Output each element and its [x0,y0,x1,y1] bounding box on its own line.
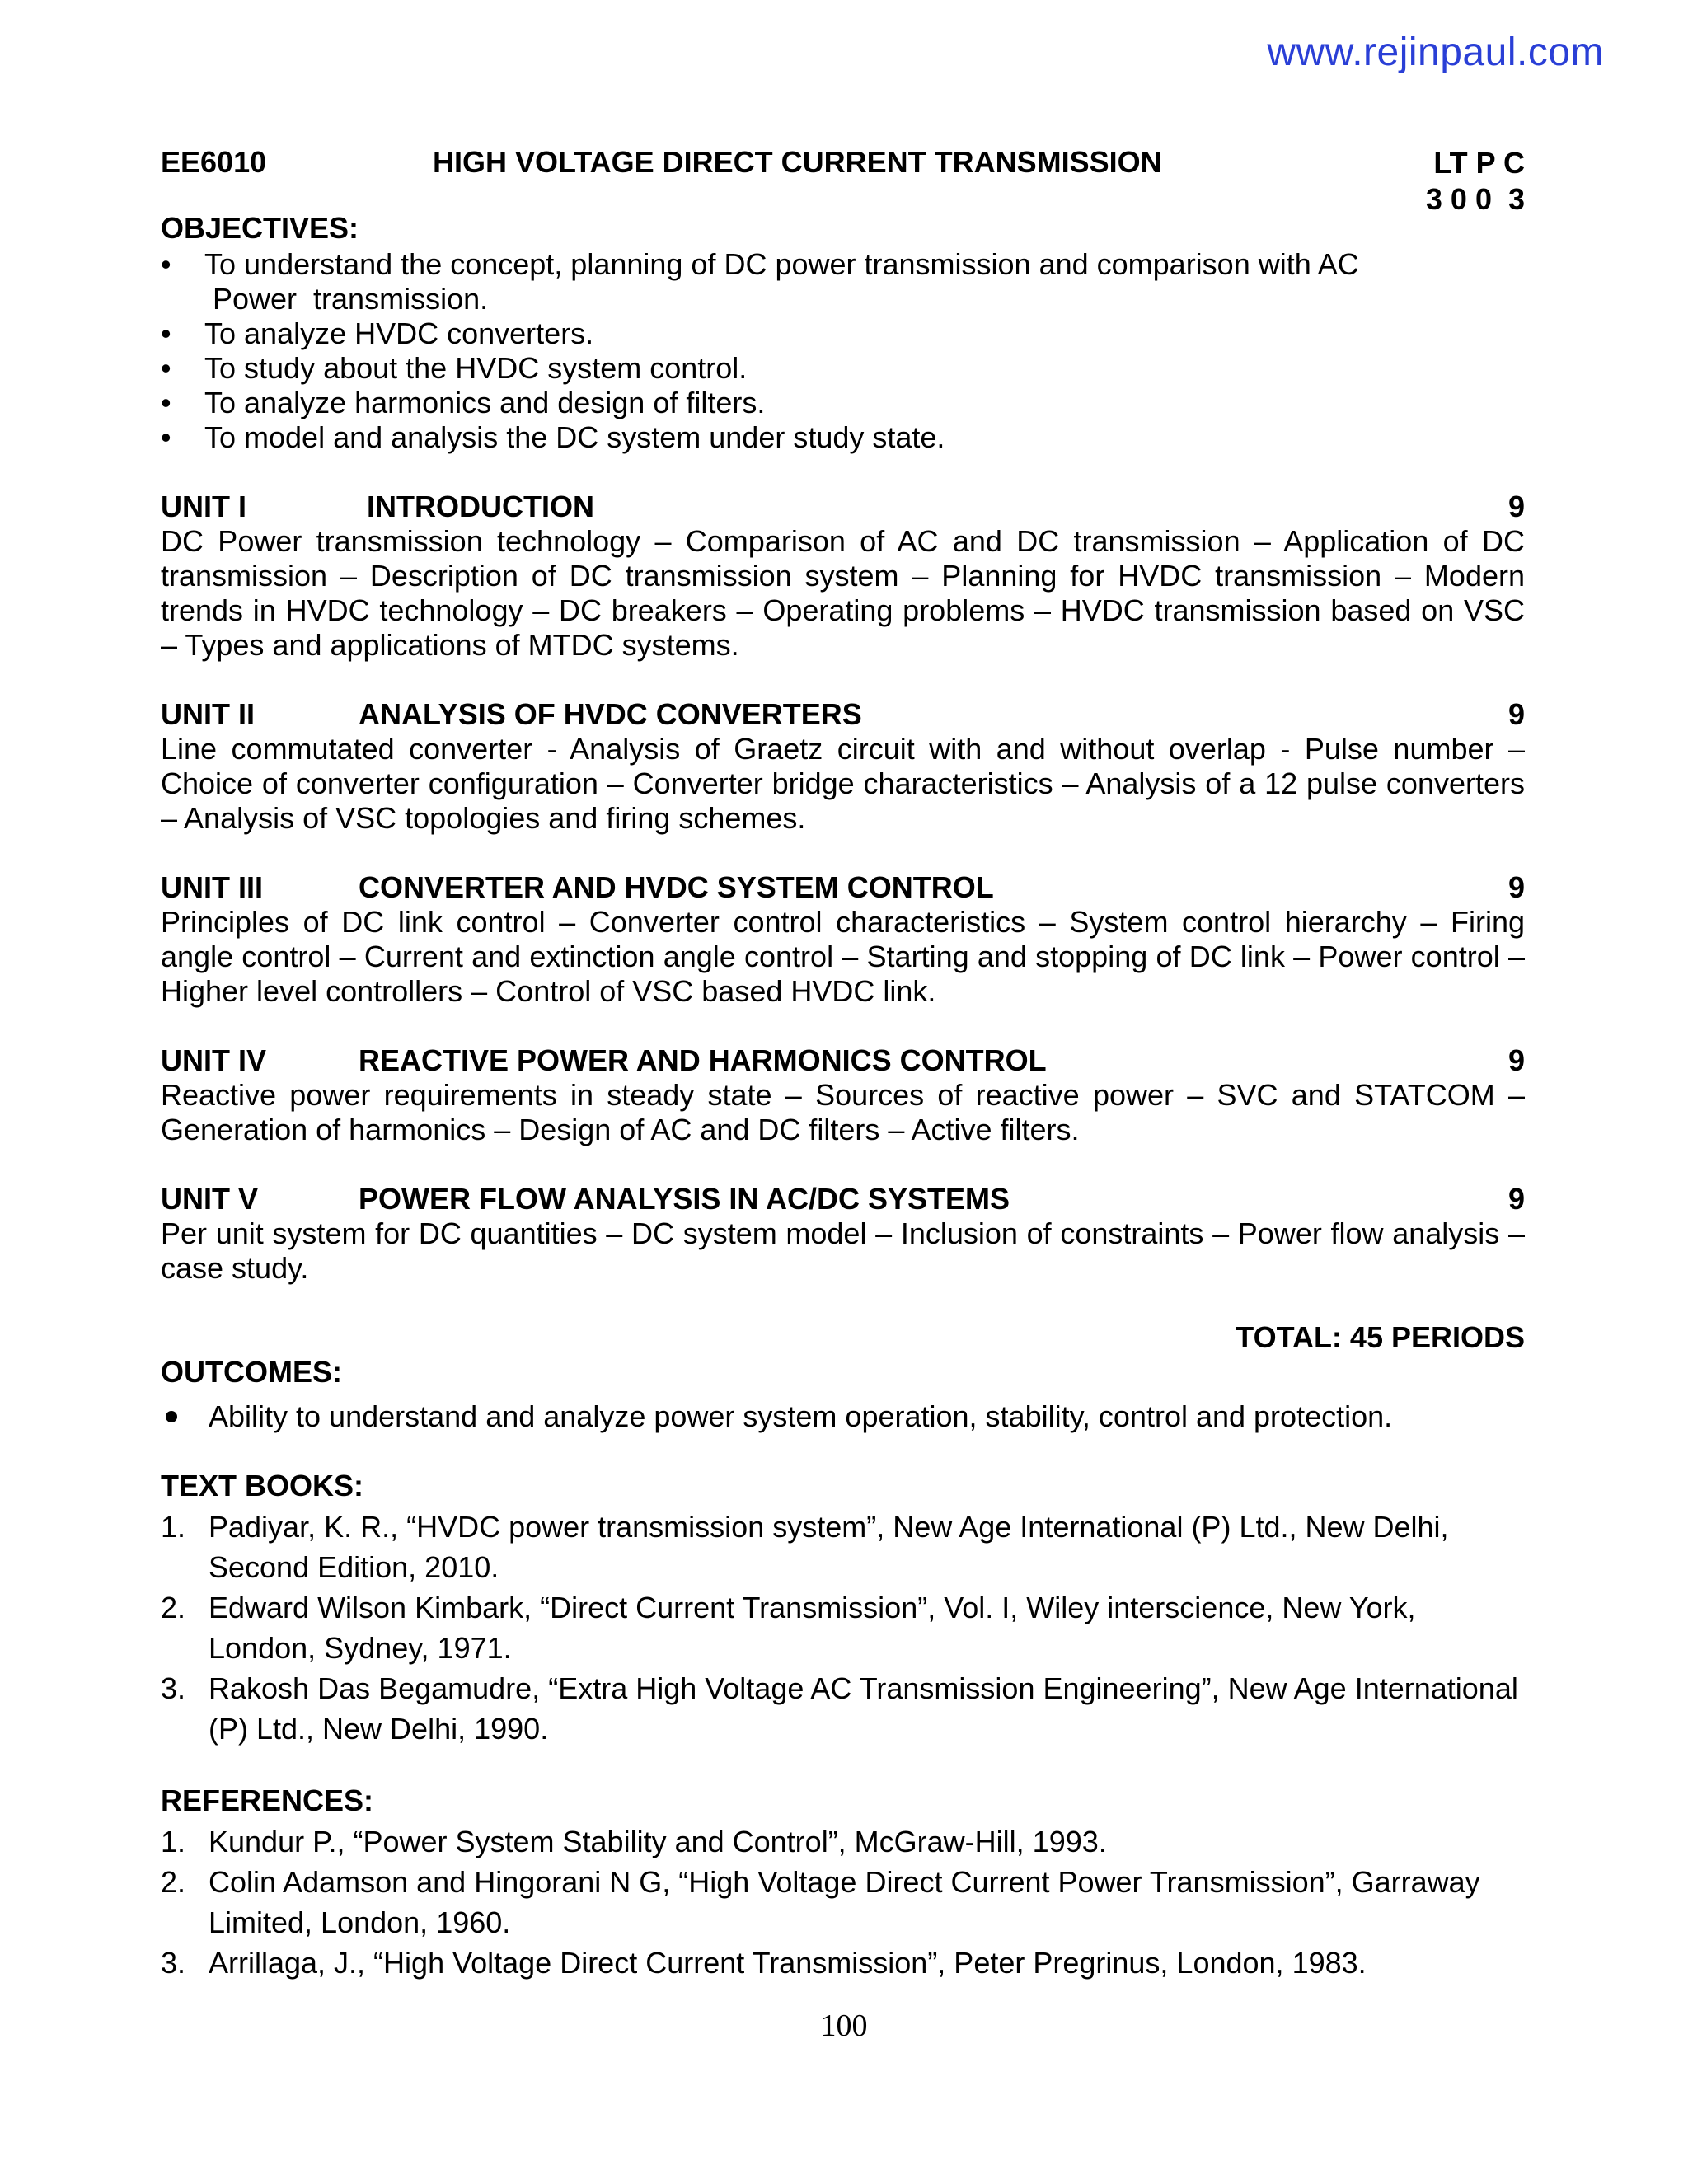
unit-hours: 9 [1507,870,1525,904]
bullet-icon: • [161,420,171,454]
course-code: EE6010 [161,145,267,179]
objective-text: To understand the concept, planning of DC power transmission and comparison with AC [204,247,1359,281]
bullet-icon [166,1411,177,1422]
text-book-item [161,1668,1525,1749]
unit-5 [161,1182,1525,1286]
ltpc-block [1426,145,1525,218]
unit-number: UNIT II [161,697,255,731]
objectives-heading: OBJECTIVES: [161,211,359,245]
unit-body: Line commutated converter - Analysis of Graetz circuit with and without overlap - Pulse number – Choice of converter configuration – Converter bridge characteristics – Analysis of a 12 pulse converters – Analysis of VSC topologies and firing schemes. [161,732,1525,835]
objective-text: To analyze HVDC converters. [204,316,594,350]
objective-text: To study about the HVDC system control. [204,351,748,385]
reference-item [161,1862,1525,1943]
unit-title: POWER FLOW ANALYSIS IN AC/DC SYSTEMS [359,1182,1010,1216]
unit-hours: 9 [1507,490,1525,523]
objective-item [161,386,1525,420]
objectives-list [161,247,1525,455]
unit-hours: 9 [1507,697,1525,731]
objective-item [161,247,1525,316]
reference-item [161,1943,1525,1983]
outcomes-heading: OUTCOMES: [161,1355,342,1389]
unit-4 [161,1043,1525,1147]
reference-citation: Kundur P., “Power System Stability and Control”, McGraw-Hill, 1993. [209,1825,1107,1858]
objective-item [161,420,1525,455]
objective-text-continuation: Power transmission. [204,282,489,316]
reference-item [161,1821,1525,1862]
references-list [161,1821,1525,1983]
unit-number: UNIT V [161,1182,259,1216]
objective-text: To model and analysis the DC system under study state. [204,420,945,454]
bullet-icon: • [161,316,171,350]
outcomes-list [161,1399,1525,1434]
course-header [161,145,1525,219]
page-number: 100 [820,2008,868,2043]
unit-hours: 9 [1507,1182,1525,1216]
list-number: 1. [161,1510,186,1544]
objective-item [161,316,1525,351]
text-book-item [161,1587,1525,1668]
unit-body: Reactive power requirements in steady state – Sources of reactive power – SVC and STATCOM – Generation of harmonics – Design of AC and DC filters – Active filters. [161,1078,1525,1146]
unit-heading [161,870,1525,905]
unit-2 [161,697,1525,836]
text-book-citation: Rakosh Das Begamudre, “Extra High Voltage AC Transmission Engineering”, New Age International (P) Ltd., New Delhi, 1990. [209,1671,1518,1746]
course-title: HIGH VOLTAGE DIRECT CURRENT TRANSMISSION [433,145,1162,179]
list-number: 3. [161,1671,186,1705]
unit-heading [161,1182,1525,1216]
bullet-icon: • [161,386,171,419]
reference-citation: Colin Adamson and Hingorani N G, “High Voltage Direct Current Power Transmission”, Garraway Limited, London, 1960. [209,1865,1480,1939]
text-books-heading: TEXT BOOKS: [161,1469,364,1502]
unit-3 [161,870,1525,1009]
ltpc-label: LT P C [1433,146,1525,180]
unit-number: UNIT IV [161,1043,267,1077]
objective-item [161,351,1525,386]
text-book-citation: Edward Wilson Kimbark, “Direct Current Transmission”, Vol. I, Wiley interscience, New York, London, Sydney, 1971. [209,1591,1416,1665]
unit-hours: 9 [1507,1043,1525,1077]
unit-heading [161,1043,1525,1078]
unit-heading [161,490,1525,524]
unit-title: INTRODUCTION [367,490,594,523]
unit-title: ANALYSIS OF HVDC CONVERTERS [359,697,862,731]
text-book-item [161,1507,1525,1587]
reference-citation: Arrillaga, J., “High Voltage Direct Current Transmission”, Peter Pregrinus, London, 1983. [209,1946,1367,1980]
unit-heading [161,697,1525,732]
unit-body: DC Power transmission technology – Comparison of AC and DC transmission – Application of DC transmission – Description of DC transmission system – Planning for HVDC transmission – Modern trends in HVDC technology – DC breakers – Operating problems – HVDC transmission based on VSC – Types and applications of MTDC systems. [161,524,1525,662]
list-number: 3. [161,1946,186,1980]
unit-number: UNIT III [161,870,263,904]
list-number: 2. [161,1591,186,1624]
total-periods: TOTAL: 45 PERIODS [1236,1320,1525,1354]
unit-title: REACTIVE POWER AND HARMONICS CONTROL [359,1043,1047,1077]
bullet-icon: • [161,351,171,385]
text-books-list [161,1507,1525,1749]
list-number: 1. [161,1825,186,1858]
outcome-item [161,1399,1525,1434]
ltpc-values: 3 0 0 3 [1425,182,1525,216]
objective-text: To analyze harmonics and design of filters. [204,386,766,419]
unit-body: Per unit system for DC quantities – DC system model – Inclusion of constraints – Power flow analysis – case study. [161,1216,1525,1285]
references-heading: REFERENCES: [161,1783,374,1817]
text-book-citation: Padiyar, K. R., “HVDC power transmission system”, New Age International (P) Ltd., New Delhi, Second Edition, 2010. [209,1510,1449,1584]
unit-1 [161,490,1525,663]
bullet-icon: • [161,247,171,281]
syllabus-content [161,211,1525,1983]
site-url-link[interactable]: www.rejinpaul.com [1267,30,1604,74]
unit-number: UNIT I [161,490,246,523]
list-number: 2. [161,1865,186,1899]
outcome-text: Ability to understand and analyze power system operation, stability, control and protection. [209,1399,1393,1433]
unit-body: Principles of DC link control – Converter control characteristics – System control hierarchy – Firing angle control – Current and extinction angle control – Starting and stopping of DC link – Power control – Higher level controllers – Control of VSC based HVDC link. [161,905,1525,1008]
unit-title: CONVERTER AND HVDC SYSTEM CONTROL [359,870,994,904]
